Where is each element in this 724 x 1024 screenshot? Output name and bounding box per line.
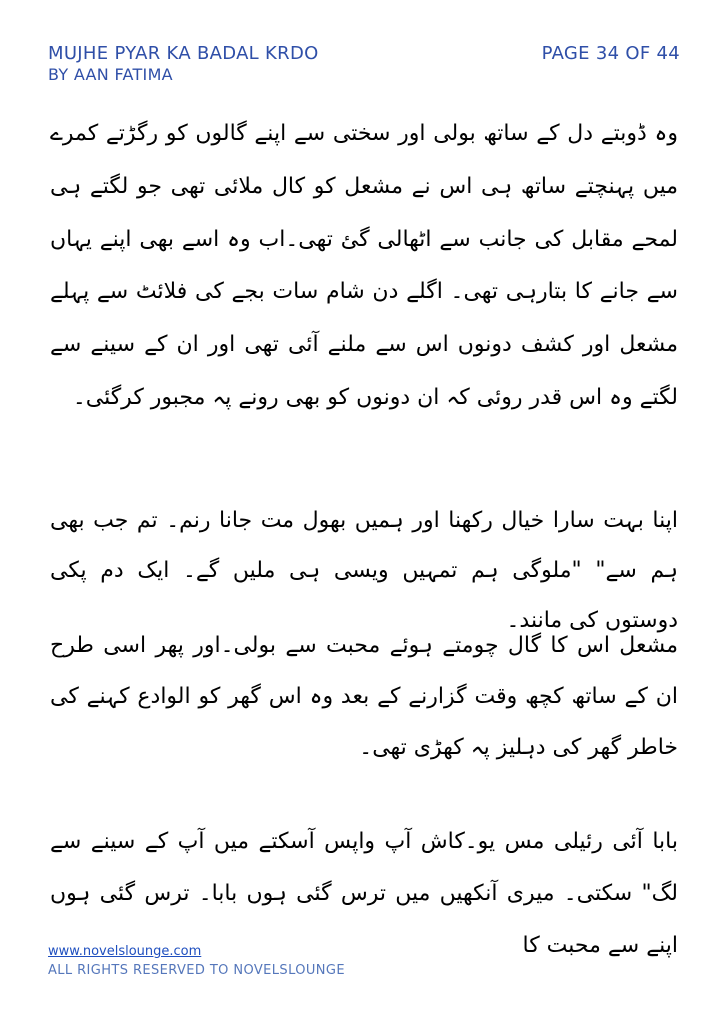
paragraph: مشعل اس کا گال چومتے ہوئے محبت سے بولی۔اور پھر اسی طرح ان کے ساتھ کچھ وقت گزارنے کے بعد وہ اس گھر کو الوادع کہنے کی خاطر گھر کی دہلیز پہ کھڑی تھی۔ — [50, 633, 678, 760]
website-link[interactable]: www.novelslounge.com — [48, 944, 202, 959]
page-header — [48, 44, 680, 88]
paragraph: وہ ڈوبتے دل کے ساتھ بولی اور سختی سے اپنے گالوں کو رگڑتے کمرے میں پہنچتے ساتھ ہی اس نے مشعل کو کال ملائی تھی جو لگتے ہی لمحے مقابل کی جانب سے اٹھالی گئ تھی۔اب وہ اسے بھی اپنے یہاں سے جانے کا بتارہی تھی۔ اگلے دن شام سات بجے کی فلائٹ سے پہلے مشعل اور کشف دونوں اس سے ملنے آئی تھی اور ان کے سینے سے لگتے وہ اس قدر روئی کہ ان دونوں کو بھی رونے پہ مجبور کرگئی۔ — [50, 121, 678, 410]
author-line: BY AAN FATIMA — [48, 65, 173, 84]
page-number: PAGE 34 OF 44 — [541, 43, 680, 64]
novel-title: MUJHE PYAR KA BADAL KRDO — [48, 43, 319, 64]
page-footer — [48, 944, 345, 979]
paragraph: بابا آئی رئیلی مس یو۔کاش آپ واپس آسکتے میں آپ کے سینے سے لگ" سکتی۔ میری آنکھیں میں ترس گئی ہوں بابا۔ ترس گئی ہوں اپنے سے محبت کا — [50, 829, 678, 958]
paragraph: اپنا بہت سارا خیال رکھنا اور ہمیں بھول مت جانا رنم۔ تم جب بھی ہم سے" "ملوگی ہم تمہیں ویسی ہی ملیں گے۔ ایک دم پکی دوستوں کی مانند۔ — [50, 508, 678, 633]
rights-notice: ALL RIGHTS RESERVED TO NOVELSLOUNGE — [48, 963, 346, 978]
